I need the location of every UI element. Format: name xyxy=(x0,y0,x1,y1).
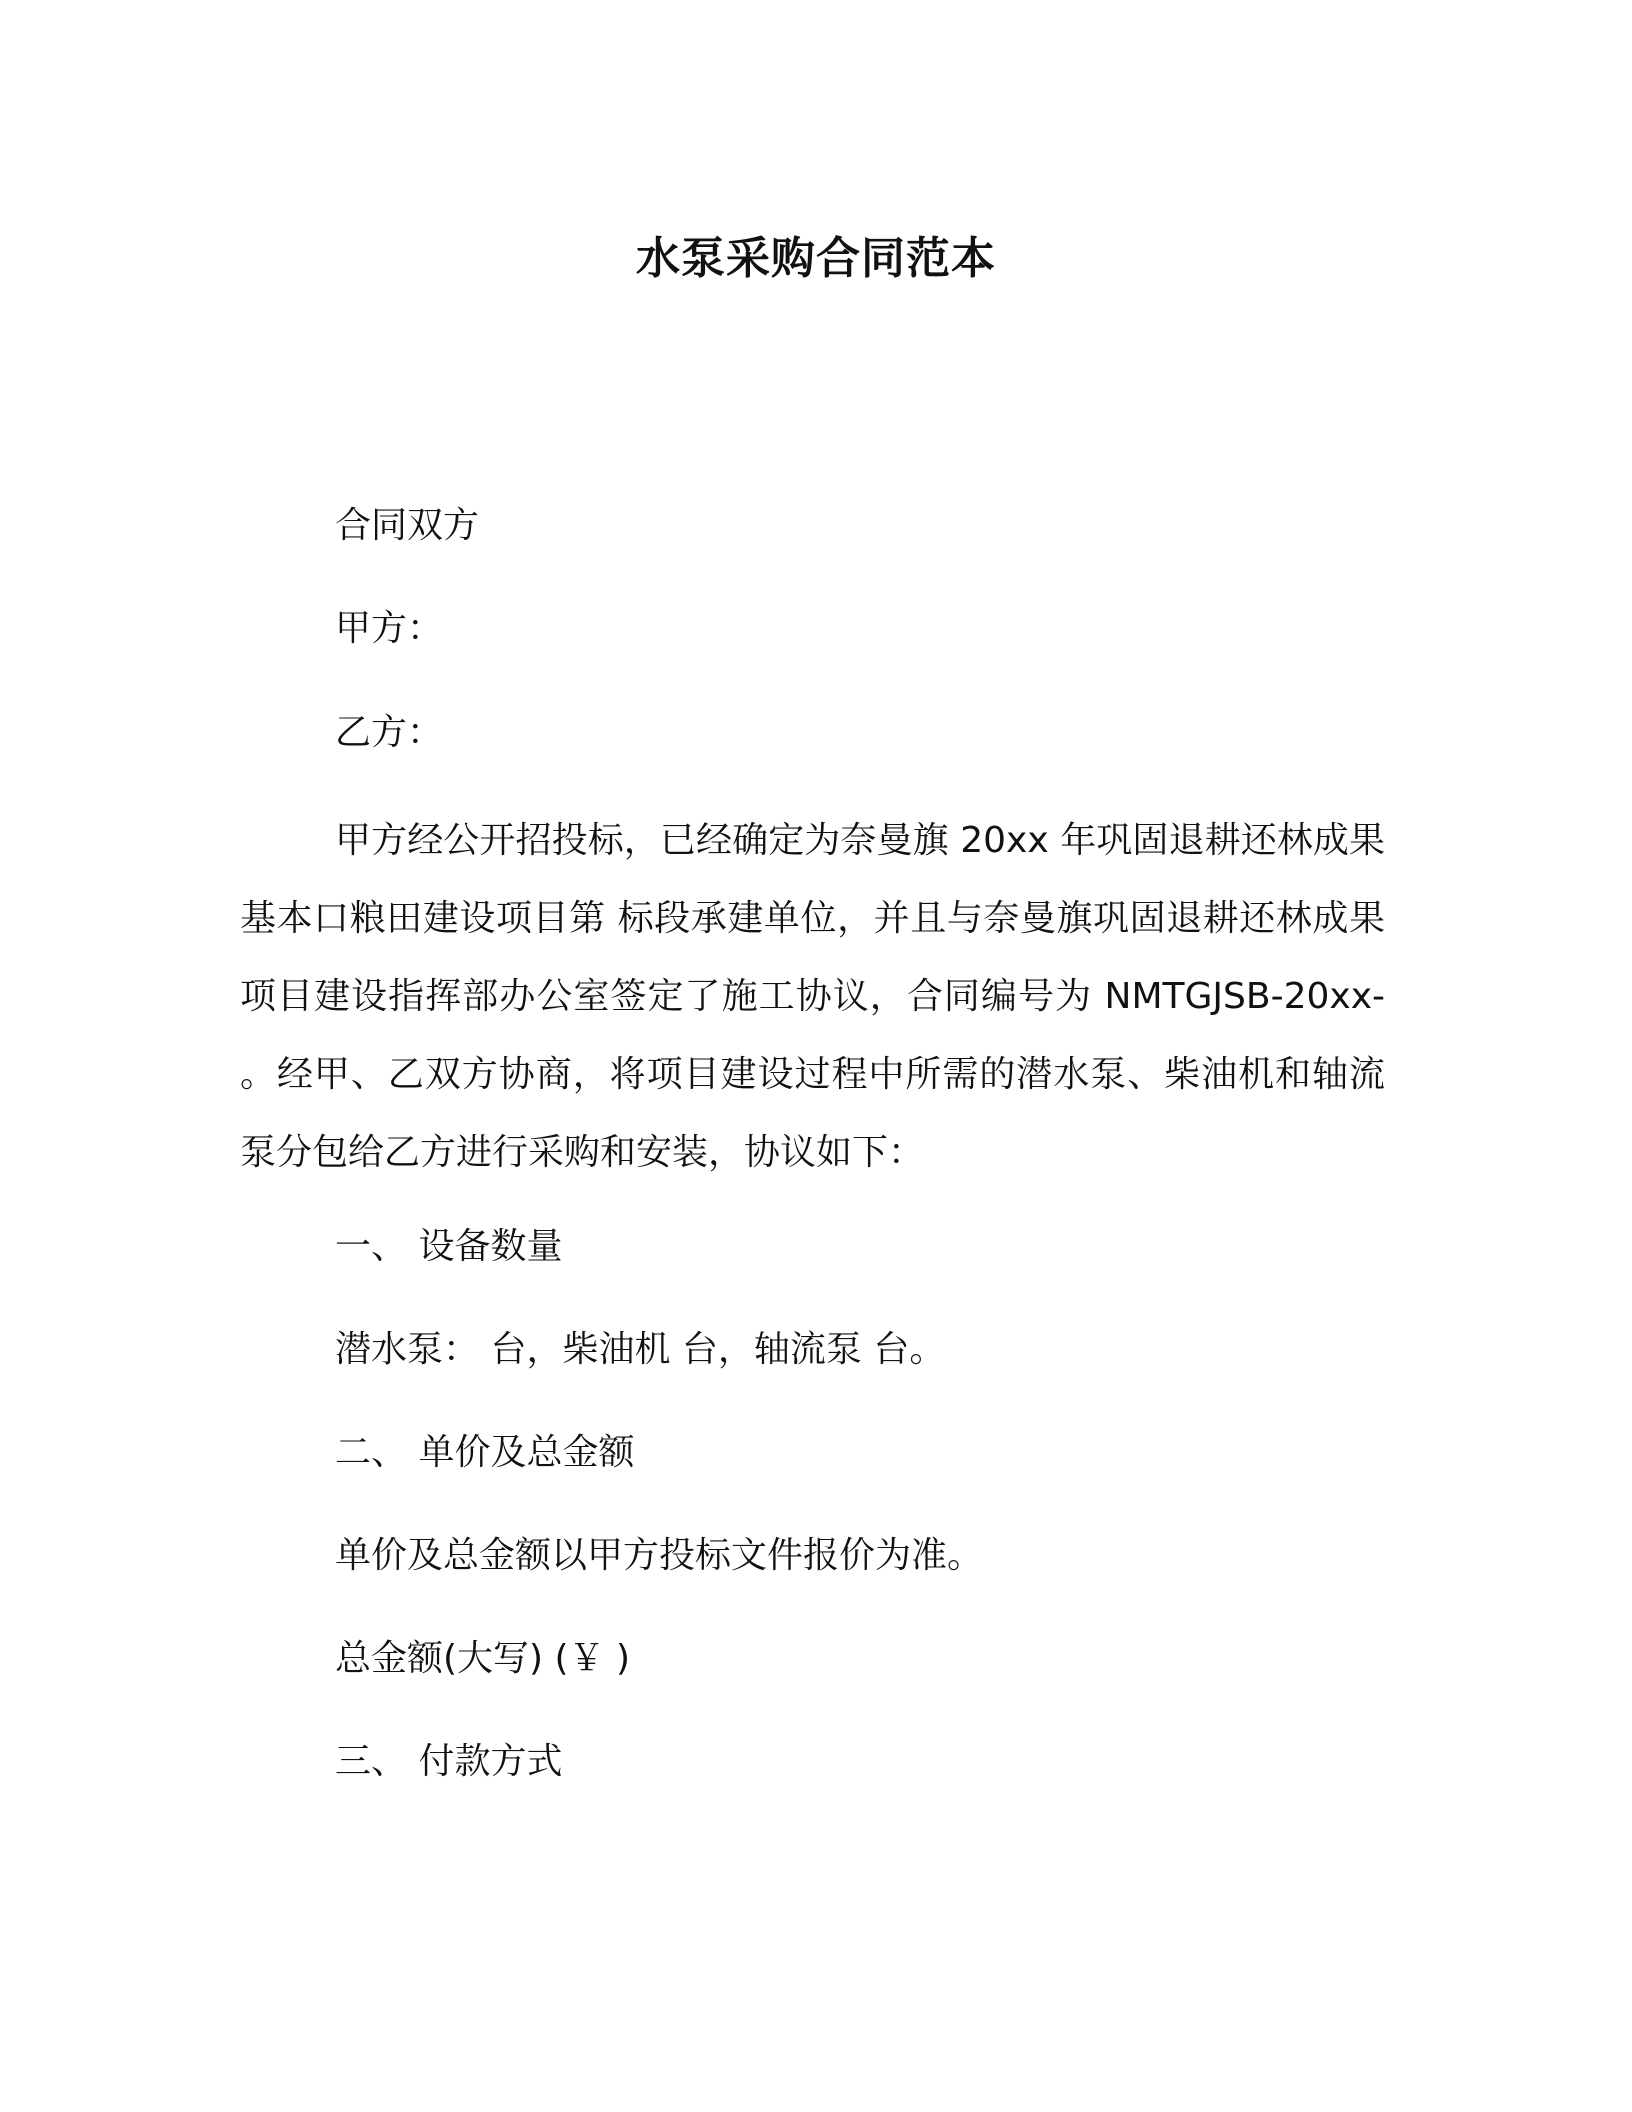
section-1-heading: 一、 设备数量 xyxy=(335,1226,563,1267)
parties-heading: 合同双方 xyxy=(335,505,480,546)
section-3-heading: 三、 付款方式 xyxy=(335,1741,563,1782)
section-1-text: 潜水泵： 台，柴油机 台，轴流泵 台。 xyxy=(335,1329,946,1370)
section-2-heading: 二、 单价及总金额 xyxy=(335,1432,635,1473)
party-a-label: 甲方： xyxy=(335,608,444,649)
document-title: 水泵采购合同范本 xyxy=(636,233,996,284)
section-2-text: 单价及总金额以甲方投标文件报价为准。 xyxy=(335,1535,984,1576)
section-2-total: 总金额(大写) (￥ ) xyxy=(335,1638,631,1679)
intro-paragraph: 甲方经公开招投标，已经确定为奈曼旗 20xx 年巩固退耕还林成果基本口粮田建设项目第 标段承建单位，并且与奈曼旗巩固退耕还林成果项目建设指挥部办公室签定了施工协议，合同编号为 NMTGJSB-20xx- 。经甲、乙双方协商，将项目建设过程中所需的潜水泵、柴油机和轴流泵分包给乙方进行采购和安装，协议如下： xyxy=(240,820,1385,1173)
party-b-label: 乙方： xyxy=(335,712,444,753)
